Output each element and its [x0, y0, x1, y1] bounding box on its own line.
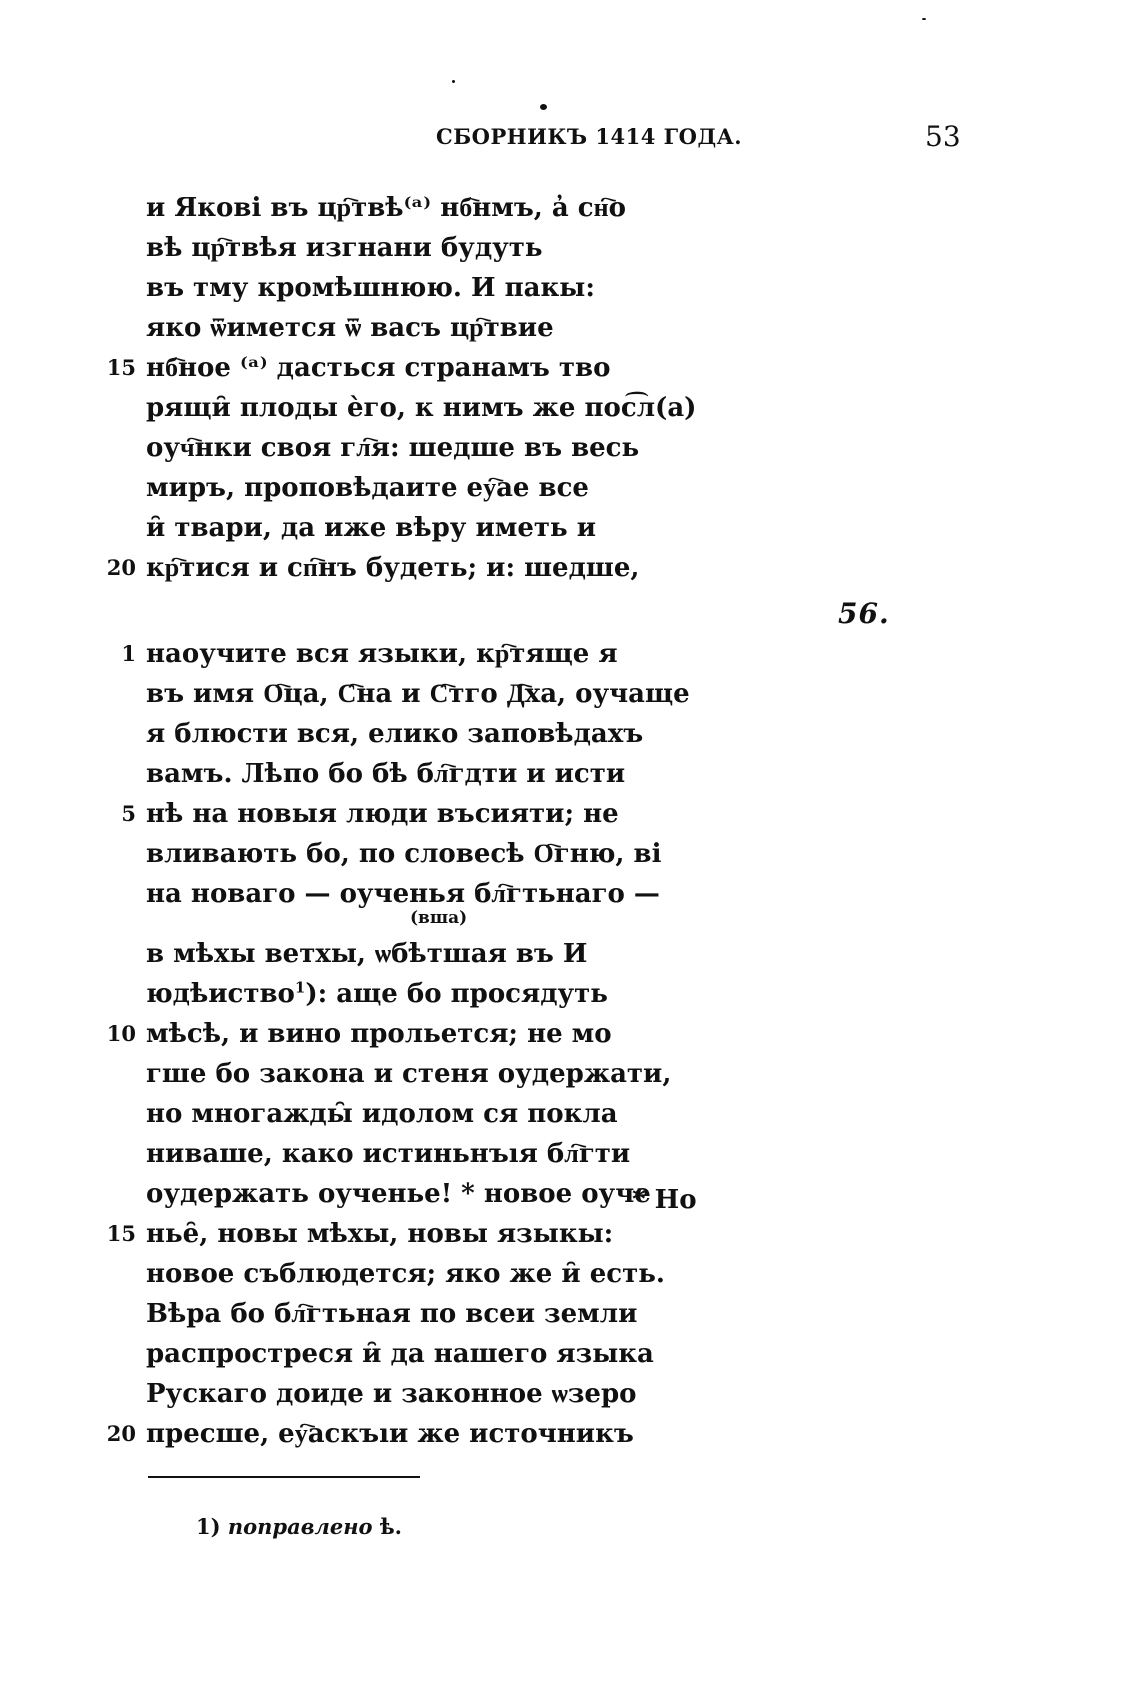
text-line: кр҇тися и сп҇нъ будеть; и: шедше,	[146, 553, 640, 583]
footnote-italic-text: поправлено	[227, 1514, 373, 1539]
text-line: оуч҇нки своя гл҇я: шедше въ весь	[146, 433, 640, 463]
line-number: 15	[106, 1221, 136, 1246]
line-number: 20	[106, 1421, 136, 1446]
text-line: гше бо закона и стеня оудержати,	[146, 1059, 672, 1089]
line-number: 5	[121, 801, 136, 826]
print-speck	[922, 18, 926, 20]
text-line: вливають бо, по словесѣ О҇гню, ві	[146, 839, 662, 869]
text-line: въ имя О҇ца, С҇на и С҇тго Д҇ха, оучаще	[146, 679, 690, 709]
page-number: 53	[925, 120, 961, 153]
line-number: 1	[121, 641, 136, 666]
text-line: на новаго — оученья бл҇гтьнаго —	[146, 879, 660, 909]
text-line: я блюсти вся, елико заповѣдахъ	[146, 719, 644, 749]
interlinear-note: (вша)	[410, 908, 468, 928]
text-line: нивашe, како истиньнъıя бл҇гти	[146, 1139, 631, 1169]
text-line	[146, 976, 608, 1012]
print-speck	[452, 80, 455, 83]
text-line: нѣ на новыя люди въсияти; не	[146, 799, 619, 829]
text-line: вѣ цр҇твѣя изгнани будуть	[146, 233, 543, 263]
running-title: СБОРНИКЪ 1414 ГОДА.	[436, 124, 743, 149]
text-line: Рускаго доиде и законное ѡзеро	[146, 1379, 637, 1409]
folio-marker: 56.	[838, 597, 890, 630]
text-line: въ тму кромѣшнюю. И пакы:	[146, 273, 595, 303]
footnote-marker: 1)	[196, 1514, 221, 1539]
text-line: нб҇ное ⁽ᵃ⁾ дасться странамъ тво	[146, 353, 611, 383]
text-line-end: ): аще бо просядуть	[305, 979, 608, 1009]
line-number: 20	[106, 555, 136, 580]
print-speck	[540, 104, 547, 110]
text-line: и̑ твари, да иже вѣру иметь и	[146, 513, 597, 543]
text-line: мѣсѣ, и вино прольется; не мо	[146, 1019, 612, 1049]
margin-note: * Но	[632, 1185, 697, 1215]
line-number: 15	[106, 355, 136, 380]
text-line: Вѣра бо бл҇гтьная по всеи земли	[146, 1299, 638, 1329]
footnote-reference: 1	[294, 978, 306, 997]
footnote	[196, 1514, 402, 1539]
text-line: новое съблюдется; яко же и̑ есть.	[146, 1259, 665, 1289]
footnote-divider	[148, 1476, 420, 1478]
text-line: яко ѿимется ѿ васъ цр҇твие	[146, 313, 554, 343]
text-line: миръ, проповѣдаите еу҇ае все	[146, 473, 589, 503]
line-number: 10	[106, 1021, 136, 1046]
text-line: нье̑, новы мѣхы, новы языкы:	[146, 1219, 614, 1249]
text-line: рящи̑ плоды ѐго, к нимъ же пос͡л(а)	[146, 393, 697, 423]
text-line: вамъ. Лѣпо бо бѣ бл҇гдти и исти	[146, 759, 626, 789]
text-line: но многажды̑ идолом ся покла	[146, 1099, 618, 1129]
text-line-start: юдѣиство	[146, 979, 295, 1009]
text-line: наоучите вся языки, кр҇тяще я	[146, 639, 618, 669]
text-line: и Якові въ цр҇твѣ⁽ᵃ⁾ нб҇нмъ, а̓ сн҇о	[146, 193, 626, 223]
footnote-letter: ѣ.	[379, 1514, 402, 1539]
text-line: пресше, еу҇аскъıи же источникъ	[146, 1419, 634, 1449]
text-line: оудержать оученье! * новое оуче	[146, 1179, 651, 1209]
text-line: в мѣхы ветхы, ѡбѣтшая въ И	[146, 939, 588, 969]
text-line: распрострeся и̑ да нашего языка	[146, 1339, 654, 1369]
